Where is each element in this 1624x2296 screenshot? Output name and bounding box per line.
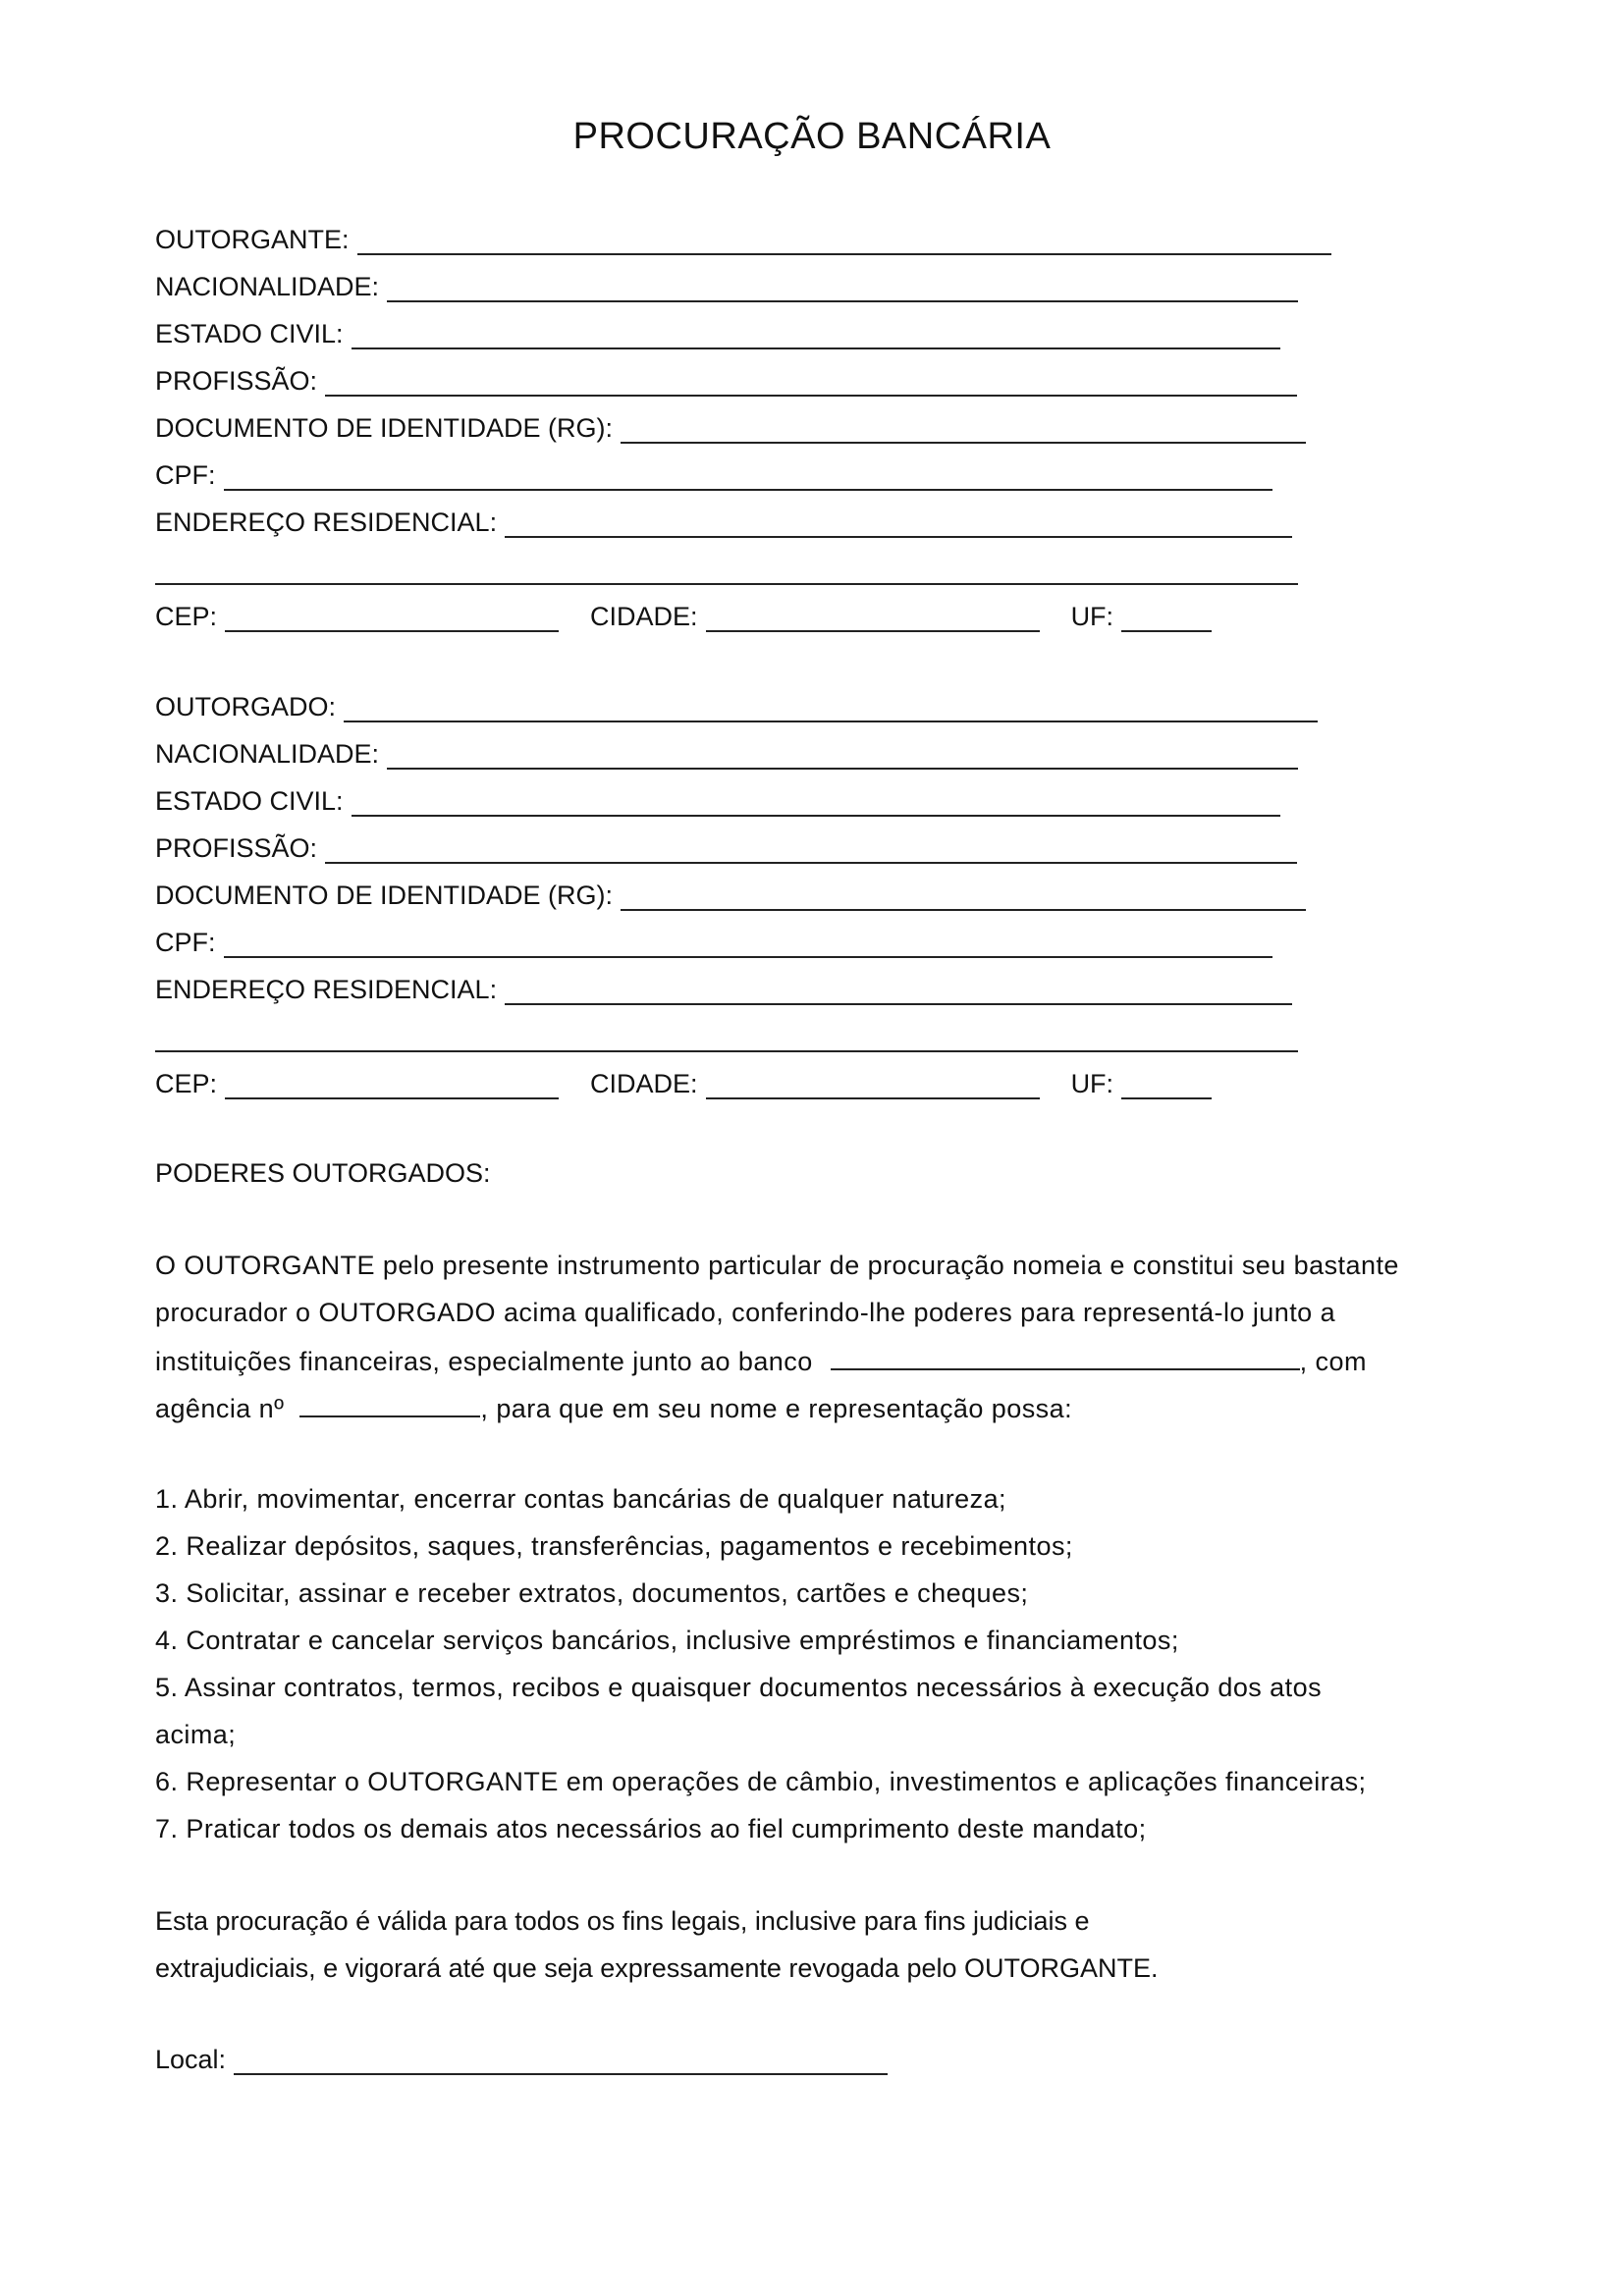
grantor-profession-field[interactable] xyxy=(325,365,1297,397)
grantee-cep-row xyxy=(155,1062,1212,1099)
grantee-address-field-2[interactable] xyxy=(155,1021,1298,1052)
power-item: 2. Realizar depósitos, saques, transferências, pagamentos e recebimentos; xyxy=(155,1531,1073,1561)
powers-intro-line-4 xyxy=(155,1392,1072,1424)
agency-number-field[interactable] xyxy=(299,1392,480,1417)
bank-name-field[interactable] xyxy=(831,1345,1300,1370)
grantee-address-row-2 xyxy=(155,1015,1298,1052)
validity-line-2: extrajudiciais, e vigorará até que seja expressamente revogada pelo OUTORGANTE. xyxy=(155,1953,1159,1983)
grantor-nationality-label: NACIONALIDADE: xyxy=(155,272,380,301)
grantor-rg-field[interactable] xyxy=(621,412,1306,444)
validity-line-1: Esta procuração é válida para todos os fins legais, inclusive para fins judiciais e xyxy=(155,1906,1090,1936)
powers-intro-line-3-end: , com xyxy=(1299,1347,1367,1376)
grantor-rg-row xyxy=(155,406,1306,444)
grantor-cep-row xyxy=(155,595,1212,632)
grantor-profession-row xyxy=(155,359,1297,397)
grantee-cpf-row xyxy=(155,921,1272,958)
local-row xyxy=(155,2038,888,2075)
grantee-address-label: ENDEREÇO RESIDENCIAL: xyxy=(155,975,498,1004)
grantor-nationality-row xyxy=(155,265,1298,302)
powers-heading: PODERES OUTORGADOS: xyxy=(155,1158,491,1188)
grantee-profession-row xyxy=(155,827,1297,864)
grantee-address-row xyxy=(155,968,1292,1005)
grantee-city-label: CIDADE: xyxy=(590,1069,698,1098)
powers-intro-line-4-start: agência nº xyxy=(155,1394,285,1423)
grantor-address-field[interactable] xyxy=(505,507,1292,538)
powers-intro-line-1: O OUTORGANTE pelo presente instrumento particular de procuração nomeia e constitui seu bastante xyxy=(155,1251,1399,1280)
grantor-cpf-row xyxy=(155,454,1272,491)
grantee-cep-field[interactable] xyxy=(225,1068,559,1099)
grantee-name-field[interactable] xyxy=(344,691,1318,722)
grantee-uf-field[interactable] xyxy=(1121,1068,1212,1099)
grantor-profession-label: PROFISSÃO: xyxy=(155,366,318,396)
power-item: 4. Contratar e cancelar serviços bancários, inclusive empréstimos e financiamentos; xyxy=(155,1626,1179,1655)
grantor-cpf-label: CPF: xyxy=(155,460,216,490)
power-item: 3. Solicitar, assinar e receber extratos, documentos, cartões e cheques; xyxy=(155,1578,1029,1608)
grantor-nationality-field[interactable] xyxy=(387,271,1298,302)
power-item-continuation: acima; xyxy=(155,1720,237,1749)
document-title: PROCURAÇÃO BANCÁRIA xyxy=(572,116,1052,157)
grantee-rg-field[interactable] xyxy=(621,880,1306,911)
grantee-marital-field[interactable] xyxy=(352,785,1280,817)
powers-intro-line-2: procurador o OUTORGADO acima qualificado, conferindo-lhe poderes para representá-lo junto a xyxy=(155,1298,1336,1327)
grantor-address-row-2 xyxy=(155,548,1298,585)
grantor-cep-label: CEP: xyxy=(155,602,218,631)
grantor-cpf-field[interactable] xyxy=(224,459,1272,491)
grantor-uf-field[interactable] xyxy=(1121,601,1212,632)
grantor-rg-label: DOCUMENTO DE IDENTIDADE (RG): xyxy=(155,413,614,443)
grantor-marital-field[interactable] xyxy=(352,318,1280,349)
grantee-city-field[interactable] xyxy=(706,1068,1040,1099)
power-item: 6. Representar o OUTORGANTE em operações de câmbio, investimentos e aplicações financeiras; xyxy=(155,1767,1367,1796)
grantee-name-row xyxy=(155,685,1318,722)
grantee-marital-label: ESTADO CIVIL: xyxy=(155,786,344,816)
grantor-address-label: ENDEREÇO RESIDENCIAL: xyxy=(155,507,498,537)
grantee-address-field[interactable] xyxy=(505,974,1292,1005)
grantee-nationality-field[interactable] xyxy=(387,738,1298,770)
power-item: 5. Assinar contratos, termos, recibos e quaisquer documentos necessários à execução dos atos xyxy=(155,1673,1323,1702)
grantor-name-row xyxy=(155,218,1331,255)
grantee-name-label: OUTORGADO: xyxy=(155,692,337,721)
power-item: 1. Abrir, movimentar, encerrar contas bancárias de qualquer natureza; xyxy=(155,1484,1007,1514)
grantor-marital-label: ESTADO CIVIL: xyxy=(155,319,344,348)
grantor-uf-label: UF: xyxy=(1070,602,1114,631)
powers-intro-line-3 xyxy=(155,1345,1367,1377)
grantee-rg-row xyxy=(155,874,1306,911)
grantee-profession-field[interactable] xyxy=(325,832,1297,864)
grantee-marital-row xyxy=(155,779,1280,817)
grantor-name-label: OUTORGANTE: xyxy=(155,225,350,254)
grantee-nationality-row xyxy=(155,732,1298,770)
grantor-cep-field[interactable] xyxy=(225,601,559,632)
local-field[interactable] xyxy=(234,2044,888,2075)
grantor-city-label: CIDADE: xyxy=(590,602,698,631)
grantor-address-row xyxy=(155,501,1292,538)
grantee-cpf-field[interactable] xyxy=(224,927,1272,958)
grantor-address-field-2[interactable] xyxy=(155,554,1298,585)
powers-intro-line-4-end: , para que em seu nome e representação possa: xyxy=(480,1394,1073,1423)
grantee-nationality-label: NACIONALIDADE: xyxy=(155,739,380,769)
grantee-cpf-label: CPF: xyxy=(155,928,216,957)
grantee-uf-label: UF: xyxy=(1070,1069,1114,1098)
grantee-profession-label: PROFISSÃO: xyxy=(155,833,318,863)
grantor-city-field[interactable] xyxy=(706,601,1040,632)
local-label: Local: xyxy=(155,2045,227,2074)
grantor-marital-row xyxy=(155,312,1280,349)
power-item: 7. Praticar todos os demais atos necessários ao fiel cumprimento deste mandato; xyxy=(155,1814,1147,1843)
grantor-name-field[interactable] xyxy=(357,224,1331,255)
grantee-cep-label: CEP: xyxy=(155,1069,218,1098)
powers-intro-line-3-start: instituições financeiras, especialmente junto ao banco xyxy=(155,1347,813,1376)
grantee-rg-label: DOCUMENTO DE IDENTIDADE (RG): xyxy=(155,881,614,910)
